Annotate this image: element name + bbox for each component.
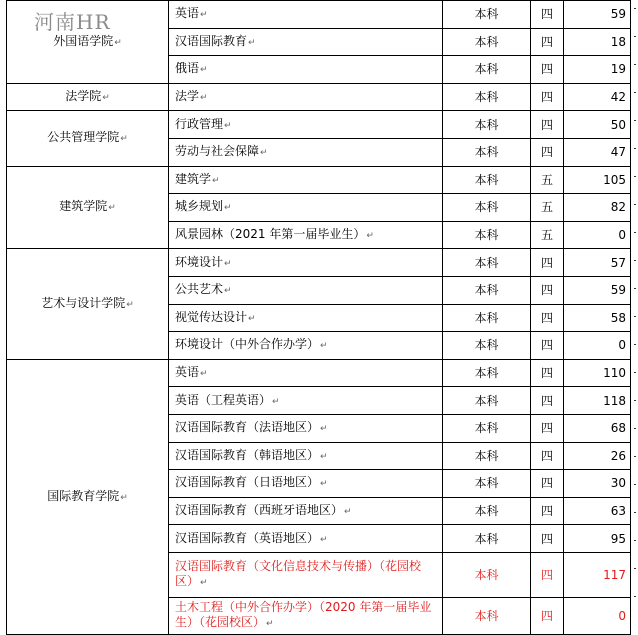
level-cell: 本科 xyxy=(443,304,531,332)
level-cell: 本科 xyxy=(443,525,531,553)
count-cell: 19 xyxy=(564,56,631,84)
count-cell: 117 xyxy=(564,552,631,597)
edge-tick xyxy=(634,484,636,485)
level-cell: 本科 xyxy=(443,470,531,498)
edge-tick xyxy=(634,204,636,205)
count-cell: 42 xyxy=(564,83,631,111)
years-cell: 四 xyxy=(531,138,564,166)
level-cell: 本科 xyxy=(443,332,531,360)
major-cell: 土木工程（中外合作办学）（2020 年第一届毕业生）（花园校区）↵ xyxy=(169,597,443,634)
level-cell: 本科 xyxy=(443,387,531,415)
years-cell: 四 xyxy=(531,497,564,525)
years-cell: 四 xyxy=(531,359,564,387)
years-cell: 四 xyxy=(531,414,564,442)
college-cell: 艺术与设计学院↵ xyxy=(7,249,169,359)
college-cell: 国际教育学院↵ xyxy=(7,359,169,634)
level-cell: 本科 xyxy=(443,552,531,597)
count-cell: 0 xyxy=(564,221,631,249)
edge-tick xyxy=(634,344,636,345)
college-cell: 外国语学院↵ xyxy=(7,1,169,84)
count-cell: 63 xyxy=(564,497,631,525)
count-cell: 0 xyxy=(564,597,631,634)
years-cell: 四 xyxy=(531,332,564,360)
college-cell: 法学院↵ xyxy=(7,83,169,111)
major-cell: 城乡规划↵ xyxy=(169,194,443,222)
major-cell: 风景园林（2021 年第一届毕业生）↵ xyxy=(169,221,443,249)
years-cell: 四 xyxy=(531,387,564,415)
count-cell: 95 xyxy=(564,525,631,553)
level-cell: 本科 xyxy=(443,166,531,194)
edge-tick xyxy=(634,8,636,9)
years-cell: 四 xyxy=(531,552,564,597)
major-cell: 英语↵ xyxy=(169,1,443,29)
edge-tick xyxy=(634,92,636,93)
level-cell: 本科 xyxy=(443,56,531,84)
years-cell: 四 xyxy=(531,470,564,498)
edge-tick xyxy=(634,64,636,65)
major-cell: 环境设计↵ xyxy=(169,249,443,277)
level-cell: 本科 xyxy=(443,1,531,29)
years-cell: 五 xyxy=(531,221,564,249)
edge-tick xyxy=(634,36,636,37)
college-cell: 建筑学院↵ xyxy=(7,166,169,249)
edge-tick xyxy=(634,148,636,149)
table-row xyxy=(7,83,631,111)
years-cell: 四 xyxy=(531,111,564,139)
edge-tick xyxy=(634,428,636,429)
major-cell: 汉语国际教育（法语地区）↵ xyxy=(169,414,443,442)
major-cell: 汉语国际教育↵ xyxy=(169,28,443,56)
edge-tick xyxy=(634,540,636,541)
major-cell: 公共艺术↵ xyxy=(169,276,443,304)
major-cell: 英语（工程英语）↵ xyxy=(169,387,443,415)
level-cell: 本科 xyxy=(443,276,531,304)
level-cell: 本科 xyxy=(443,359,531,387)
years-cell: 四 xyxy=(531,276,564,304)
years-cell: 四 xyxy=(531,304,564,332)
major-cell: 汉语国际教育（西班牙语地区）↵ xyxy=(169,497,443,525)
college-cell: 公共管理学院↵ xyxy=(7,111,169,166)
level-cell: 本科 xyxy=(443,83,531,111)
major-cell: 视觉传达设计↵ xyxy=(169,304,443,332)
years-cell: 四 xyxy=(531,28,564,56)
level-cell: 本科 xyxy=(443,442,531,470)
major-cell: 环境设计（中外合作办学）↵ xyxy=(169,332,443,360)
edge-tick xyxy=(634,316,636,317)
years-cell: 四 xyxy=(531,249,564,277)
count-cell: 110 xyxy=(564,359,631,387)
edge-tick xyxy=(634,288,636,289)
count-cell: 58 xyxy=(564,304,631,332)
level-cell: 本科 xyxy=(443,138,531,166)
years-cell: 五 xyxy=(531,194,564,222)
edge-tick xyxy=(634,372,636,373)
years-cell: 四 xyxy=(531,56,564,84)
years-cell: 四 xyxy=(531,1,564,29)
count-cell: 82 xyxy=(564,194,631,222)
count-cell: 50 xyxy=(564,111,631,139)
major-cell: 建筑学↵ xyxy=(169,166,443,194)
edge-tick xyxy=(634,456,636,457)
years-cell: 五 xyxy=(531,166,564,194)
edge-tick xyxy=(634,120,636,121)
major-cell: 法学↵ xyxy=(169,83,443,111)
major-cell: 汉语国际教育（日语地区）↵ xyxy=(169,470,443,498)
level-cell: 本科 xyxy=(443,221,531,249)
edge-tick xyxy=(634,512,636,513)
edge-tick xyxy=(634,176,636,177)
count-cell: 18 xyxy=(564,28,631,56)
years-cell: 四 xyxy=(531,83,564,111)
count-cell: 118 xyxy=(564,387,631,415)
edge-tick xyxy=(634,400,636,401)
level-cell: 本科 xyxy=(443,28,531,56)
edge-tick xyxy=(634,596,636,597)
major-cell: 劳动与社会保障↵ xyxy=(169,138,443,166)
table-row xyxy=(7,249,631,277)
count-cell: 59 xyxy=(564,276,631,304)
table-row xyxy=(7,359,631,387)
edge-tick xyxy=(634,568,636,569)
count-cell: 47 xyxy=(564,138,631,166)
edge-tick xyxy=(634,260,636,261)
table-row xyxy=(7,111,631,139)
count-cell: 57 xyxy=(564,249,631,277)
level-cell: 本科 xyxy=(443,597,531,634)
major-cell: 俄语↵ xyxy=(169,56,443,84)
major-cell: 汉语国际教育（英语地区）↵ xyxy=(169,525,443,553)
majors-table xyxy=(6,0,631,635)
table-row xyxy=(7,166,631,194)
count-cell: 30 xyxy=(564,470,631,498)
count-cell: 26 xyxy=(564,442,631,470)
edge-tick xyxy=(634,232,636,233)
count-cell: 105 xyxy=(564,166,631,194)
major-cell: 行政管理↵ xyxy=(169,111,443,139)
major-cell: 汉语国际教育（韩语地区）↵ xyxy=(169,442,443,470)
count-cell: 0 xyxy=(564,332,631,360)
years-cell: 四 xyxy=(531,525,564,553)
level-cell: 本科 xyxy=(443,194,531,222)
count-cell: 59 xyxy=(564,1,631,29)
level-cell: 本科 xyxy=(443,497,531,525)
level-cell: 本科 xyxy=(443,111,531,139)
level-cell: 本科 xyxy=(443,249,531,277)
right-edge-markers xyxy=(632,0,638,626)
watermark: 河南HR xyxy=(34,10,111,34)
major-cell: 英语↵ xyxy=(169,359,443,387)
major-cell: 汉语国际教育（文化信息技术与传播）（花园校区）↵ xyxy=(169,552,443,597)
years-cell: 四 xyxy=(531,597,564,634)
years-cell: 四 xyxy=(531,442,564,470)
level-cell: 本科 xyxy=(443,414,531,442)
count-cell: 68 xyxy=(564,414,631,442)
